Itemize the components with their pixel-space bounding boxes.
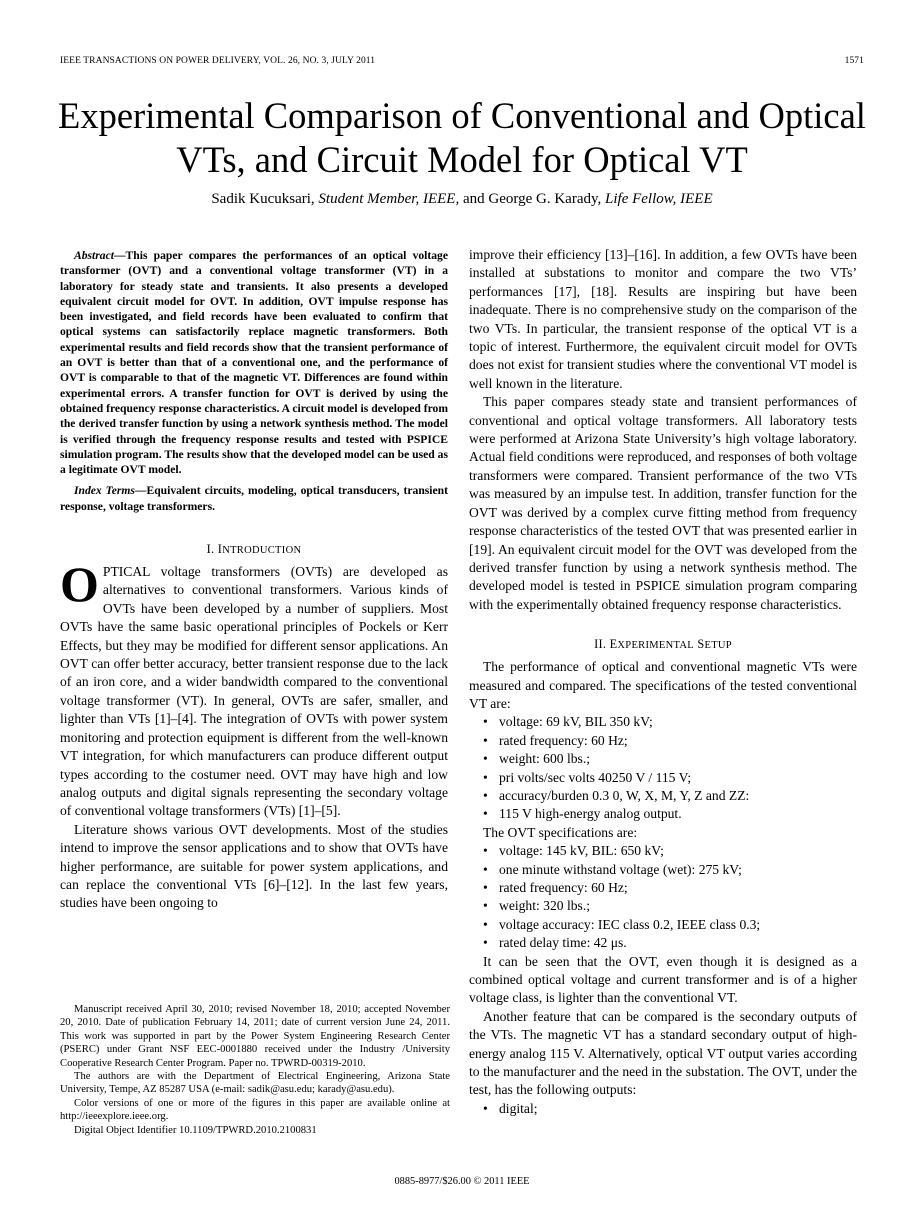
intro-paragraph-1-text: PTICAL voltage transformers (OVTs) are developed as alternatives to conventional transformers. Various kinds of OVTs have been developed by a number of suppliers. Most OVTs have the same basic operational principles of Pockels or Kerr Effects, but they may be modified for different sensor applications. An OVT can offer better accuracy, better transient response due to the lack of an iron core, and a wider bandwidth compared to the conventional voltage transformer (VT). In general, OVTs are safer, smaller, and lighter than VTs [1]–[4]. The integration of OVTs with power system monitoring and protection equipment is different from the well-known VT integration, for which manufacturers can produce different output types according to the costumer need. OVT may have high and low analog outputs and digital signals representing the secondary voltage of conventional voltage transformers (VTs) [1]–[5].: [60, 564, 448, 819]
index-terms-label: Index Terms—: [74, 484, 147, 498]
section-title-initial: I: [217, 542, 223, 557]
list-item: • rated frequency: 60 Hz;: [483, 879, 857, 897]
ovt-spec-intro: The OVT specifications are:: [483, 824, 638, 840]
journal-name: IEEE TRANSACTIONS ON POWER DELIVERY, VOL. 26, NO. 3, JULY 2011: [60, 56, 376, 66]
author-conjunction: and: [462, 191, 485, 207]
setup-paragraph-3: Another feature that can be compared is the secondary outputs of the VTs. The magnetic VT has a standard secondary output of high-energy analog 115 V. Alternatively, optical VT output varies according to the manufacturer and the need in the substation. The OVT, under the test, has the following outputs:: [469, 1008, 857, 1098]
section-heading-experimental-setup: [469, 636, 857, 654]
section-numeral: I.: [206, 542, 215, 557]
abstract: [60, 248, 448, 477]
section-title-word-2: ETUP: [704, 640, 732, 652]
intro-paragraph-3: This paper compares steady state and transient performances of conventional and optical voltage transformers. All laboratory tests were performed at Arizona State University’s high voltage laboratory. Actual field conditions were reproduced, and responses of both voltage transformers were compared. Transient performance of the two VTs was measured by an impulse test. In addition, transfer function for the OVT was derived by a complex curve fitting method from frequency response characteristics of the tested OVT that was presented earlier in [19]. An equivalent circuit model for the OVT was developed from the derived transfer function by using a network synthesis method. The developed model is tested in PSPICE simulation program comparing with the experimentally obtained frequency response characteristics.: [469, 394, 857, 612]
section-numeral: II.: [594, 637, 607, 652]
ovt-output-list: [469, 1100, 857, 1118]
footnote-affiliation: The authors are with the Department of Electrical Engineering, Arizona State University, Tempe, AZ 85287 USA (e-mail: sadik@asu.edu; karady@asu.edu).: [60, 1071, 450, 1096]
setup-paragraph-2: It can be seen that the OVT, even though it is designed as a combined optical voltage and current transformer and is of a higher voltage class, is lighter than the conventional VT.: [469, 953, 857, 1006]
abstract-text: This paper compares the performances of an optical voltage transformer (OVT) and a conventional voltage transformer (VT) in a laboratory for steady state and transients. It also presents a developed equivalent circuit model for OVT. In addition, OVT impulse response has been investigated, and field records have been evaluated to confirm that optical systems can satisfactorily replace magnetic transformers. Both experimental results and field records show that the transient performance of an OVT is better than that of a conventional one, and the performance of OVT is comparable to that of the magnetic VT. Differences are found within experimental errors. A transfer function for OVT is derived by using the obtained frequency response characteristics. A circuit model is developed from the derived transfer function by using a network synthesis method. The model is verified through the frequency response results and tested with PSPICE simulation program. The results show that the developed model can be used as a legitimate OVT model.: [60, 249, 448, 477]
running-head: [60, 56, 864, 70]
drop-cap: O: [60, 556, 99, 613]
vt-spec-list: [469, 713, 857, 823]
footnotes: [60, 1003, 450, 1137]
author-1-role: Student Member, IEEE,: [318, 191, 460, 207]
list-item: • one minute withstand voltage (wet): 275 kV;: [483, 861, 857, 879]
list-item: • voltage: 145 kV, BIL: 650 kV;: [483, 842, 857, 860]
section-title-initial-2: S: [697, 637, 705, 652]
list-item: • rated delay time: 42 μs.: [483, 934, 857, 952]
intro-paragraph-2-continued: improve their efficiency [13]–[16]. In addition, a few OVTs have been installed at substations to monitor and compare the two VTs’ performances [17], [18]. Results are inspiring but have been inadequate. There is no comprehensive study on the comparison of the two VTs. In particular, the transient response of the optical VT is a topic of interest. Furthermore, the equivalent circuit model for OVTs does not exist for transient studies where the conventional VT model is well known in the literature.: [469, 247, 857, 391]
abstract-label: Abstract—: [74, 249, 126, 262]
list-item: • pri volts/sec volts 40250 V / 115 V;: [483, 769, 857, 787]
list-item: • rated frequency: 60 Hz;: [483, 732, 857, 750]
list-item: • accuracy/burden 0.3 0, W, X, M, Y, Z and ZZ:: [483, 787, 857, 805]
page-number: 1571: [844, 56, 864, 66]
list-item: • voltage: 69 kV, BIL 350 kV;: [483, 713, 857, 731]
left-column: [60, 248, 448, 913]
section-title-word-1: XPERIMENTAL: [617, 640, 694, 652]
list-item: • weight: 320 lbs.;: [483, 897, 857, 915]
footnote-doi: Digital Object Identifier 10.1109/TPWRD.2010.2100831: [74, 1124, 317, 1136]
author-2-role: Life Fellow, IEEE: [605, 191, 713, 207]
right-column: [469, 246, 857, 1118]
author-2-name: George G. Karady,: [488, 191, 602, 207]
section-title-initial: E: [609, 637, 618, 652]
section-title-rest: NTRODUCTION: [222, 545, 302, 557]
index-terms: [60, 483, 448, 514]
author-1-name: Sadik Kucuksari,: [211, 191, 315, 207]
list-item: • weight: 600 lbs.;: [483, 750, 857, 768]
intro-paragraph-1: [60, 556, 448, 821]
intro-paragraph-2: Literature shows various OVT developments. Most of the studies intend to improve the sensor applications and to show that OVTs have higher performance, are suitable for power system applications, and can replace the conventional VTs [6]–[12]. In the last few years, studies have been ongoing to: [60, 821, 448, 911]
footnote-manuscript: Manuscript received April 30, 2010; revised November 18, 2010; accepted November 20, 2010. Date of publication February 14, 2011; date of current version June 24, 2011. This work was supported in part by the Power System Engineering Research Center (PSERC) under Grant NSF EEC-0001880 received under the Industry /University Cooperative Research Center Program. Paper no. TPWRD-00319-2010.: [60, 1004, 450, 1069]
paper-title: Experimental Comparison of Conventional and Optical VTs, and Circuit Model for Optical VT: [58, 95, 866, 180]
footnote-color-versions: Color versions of one or more of the figures in this paper are available online at http://ieeexplore.ieee.org.: [60, 1097, 450, 1123]
list-item: • voltage accuracy: IEC class 0.2, IEEE class 0.3;: [483, 916, 857, 934]
index-terms-text: Equivalent circuits, modeling, optical transducers, transient response, voltage transformers.: [60, 484, 448, 513]
copyright-footer: 0885-8977/$26.00 © 2011 IEEE: [394, 1176, 530, 1187]
list-item: • 115 V high-energy analog output.: [483, 805, 857, 823]
section-heading-introduction: [60, 541, 448, 559]
ovt-spec-list: [469, 842, 857, 952]
author-line: [40, 190, 884, 208]
setup-paragraph-1: The performance of optical and conventional magnetic VTs were measured and compared. The specifications of the tested conventional VT are:: [469, 659, 857, 711]
list-item: • digital;: [483, 1100, 857, 1118]
